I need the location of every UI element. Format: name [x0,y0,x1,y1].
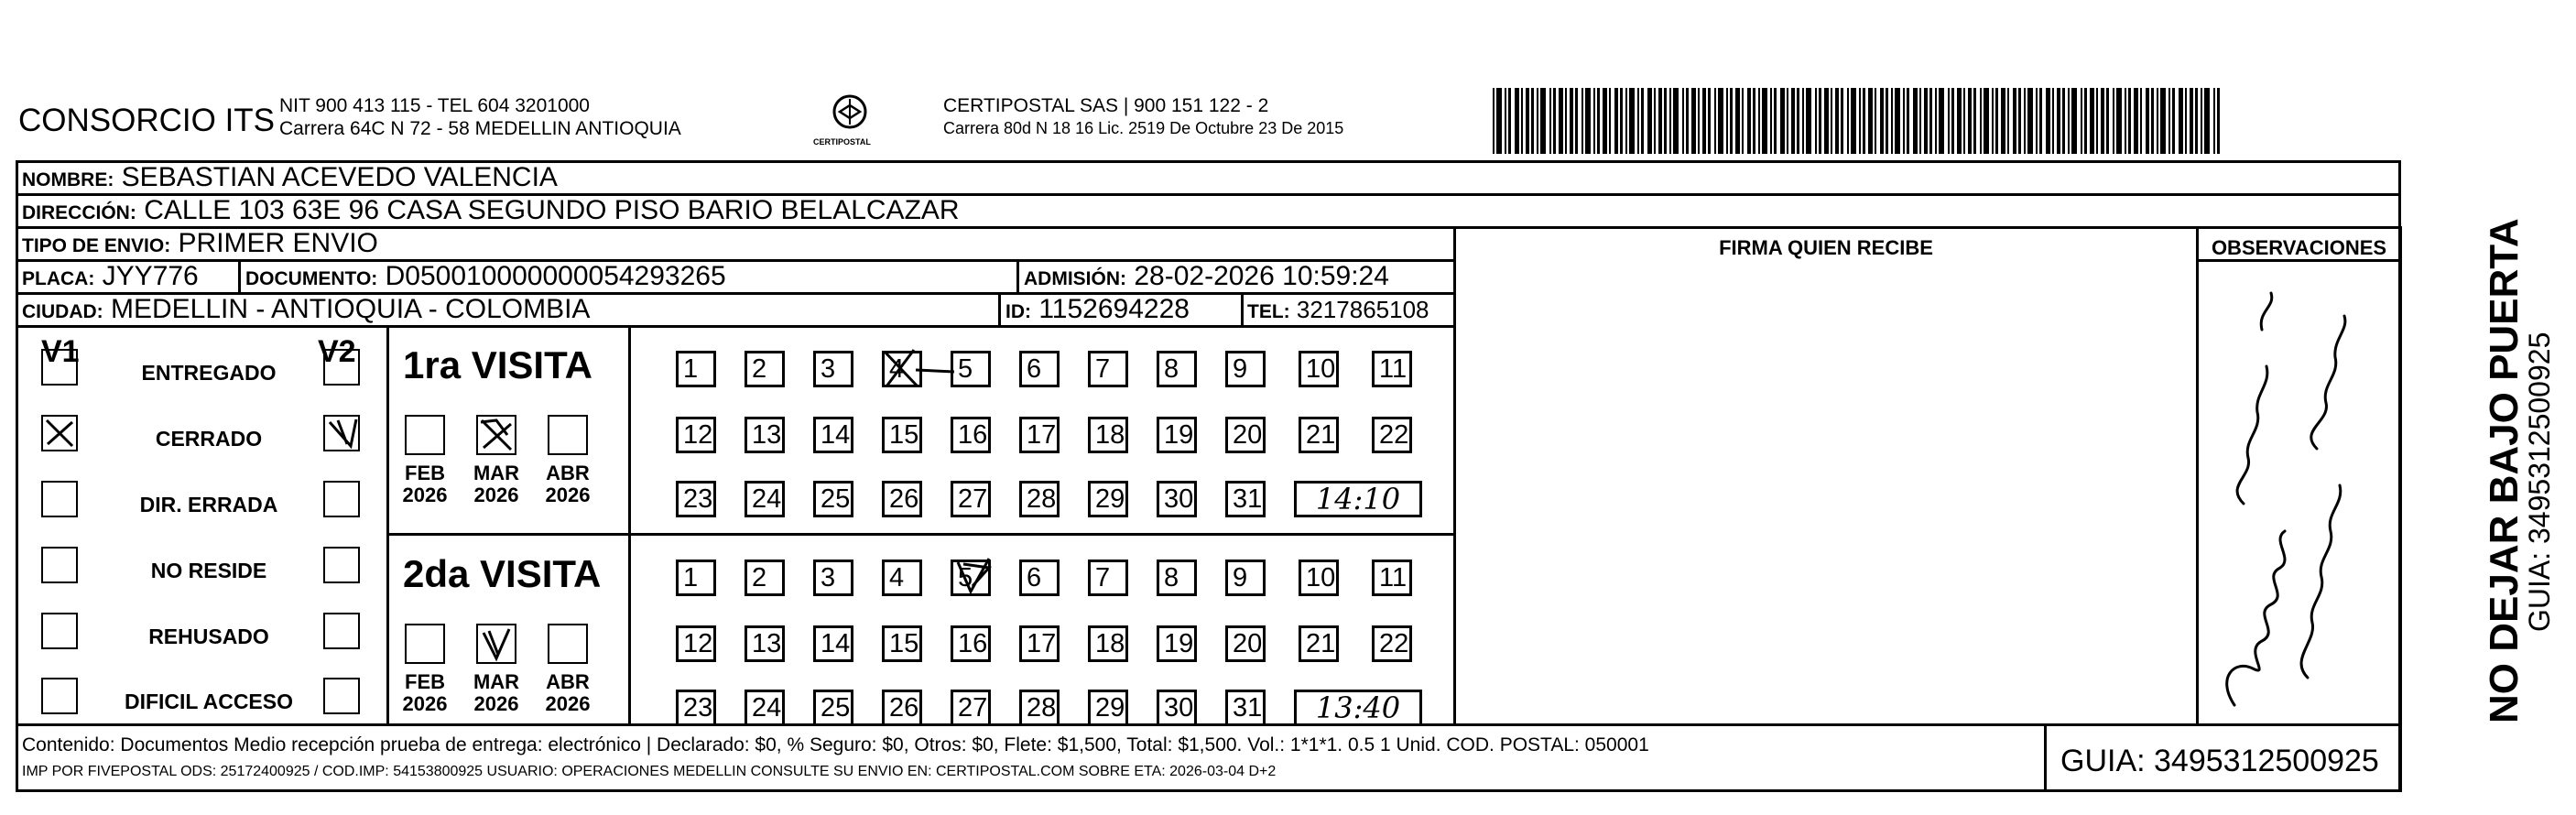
status-label: CERRADO [155,427,263,451]
documento-value: D050010000000054293265 [385,261,726,291]
id-row [1005,295,1190,327]
v1-checkbox [41,349,78,386]
nombre-value: SEBASTIAN ACEVEDO VALENCIA [121,162,558,192]
month-checkbox [476,415,516,455]
visit-time: 13:40 [1294,690,1422,726]
id-value: 1152694228 [1038,294,1190,324]
day-box: 9 [1225,560,1266,596]
day-box: 17 [1019,417,1060,453]
day-box: 24 [745,481,785,517]
day-box: 10 [1299,560,1339,596]
month-label [397,462,452,506]
day-box: 20 [1225,625,1266,662]
company-name: CONSORCIO ITS [18,103,276,138]
logo-text: CERTIPOSTAL [813,137,871,147]
v2-checkbox [323,613,360,649]
v1-checkbox [41,613,78,649]
tipo-label: TIPO DE ENVIO: [22,235,171,256]
status-label: NO RESIDE [150,559,267,582]
day-box: 21 [1299,417,1339,453]
nombre-row [22,163,558,195]
month-name: FEB [405,670,445,693]
day-box: 21 [1299,625,1339,662]
day-box: 30 [1157,690,1197,726]
placa-label: PLACA: [22,268,95,289]
nombre-label: NOMBRE: [22,169,114,190]
v1-checkbox [41,678,78,714]
id-label: ID: [1005,301,1031,322]
day-box: 11 [1372,351,1412,387]
day-box: 5 [951,560,991,596]
v2-checkbox [323,678,360,714]
visit-title: 2da VISITA [403,552,602,595]
month-label [469,671,524,715]
day-box: 28 [1019,690,1060,726]
day-box: 7 [1088,560,1128,596]
certipostal-line: CERTIPOSTAL SAS | 900 151 122 - 2 [943,95,1269,116]
day-box: 12 [676,625,716,662]
contenido-line: Contenido: Documentos Medio recepción prueba de entrega: electrónico | Declarado: $0, % Seguro: $0, Otros: $0, Flete: $1,500, Total: $1,500. Vol.: 1*1*1. 0.5 1 Unid. COD. POSTAL: 050001 [22,734,1649,755]
day-box: 2 [745,351,785,387]
day-box: 5 [951,351,991,387]
tipo-value: PRIMER ENVIO [178,228,378,258]
day-box: 9 [1225,351,1266,387]
v2-checkbox [323,481,360,517]
day-box: 26 [882,690,922,726]
day-box: 23 [676,481,716,517]
day-box: 4 [882,351,922,387]
v2-checkbox [323,415,360,451]
day-box: 14 [813,625,853,662]
day-box: 19 [1157,625,1197,662]
tel-label: TEL: [1247,301,1290,322]
status-label: DIR. ERRADA [139,493,278,516]
tel-value: 3217865108 [1296,296,1429,323]
documento-label: DOCUMENTO: [245,268,378,289]
day-box: 31 [1225,690,1266,726]
month-checkbox [548,415,588,455]
admision-row [1024,262,1389,294]
tel-row [1247,295,1429,327]
visit-time: 14:10 [1294,481,1422,517]
direccion-row [22,196,960,228]
month-year: 2026 [402,484,448,506]
day-box: 18 [1088,625,1128,662]
day-box: 15 [882,625,922,662]
visit-title: 1ra VISITA [403,343,592,386]
day-box: 8 [1157,351,1197,387]
status-label: DIFICIL ACCESO [124,690,293,713]
observaciones-label: OBSERVACIONES [2211,236,2387,259]
month-name: MAR [473,462,520,484]
v1-checkbox [41,481,78,517]
month-name: ABR [546,670,590,693]
day-box: 15 [882,417,922,453]
ciudad-row [22,295,590,327]
day-box: 25 [813,481,853,517]
day-box: 2 [745,560,785,596]
month-checkbox [405,624,445,664]
month-checkbox [548,624,588,664]
month-label [540,462,595,506]
month-year: 2026 [545,692,591,715]
day-box: 18 [1088,417,1128,453]
day-box: 7 [1088,351,1128,387]
day-box: 4 [882,560,922,596]
guia-footer: GUIA: 3495312500925 [2060,744,2379,778]
month-year: 2026 [473,484,519,506]
imp-line: IMP POR FIVEPOSTAL ODS: 25172400925 / COD.IMP: 54153800925 USUARIO: OPERACIONES MEDELLIN CONSULTE SU ENVIO EN: CERTIPOSTAL.COM SOBRE ETA: 2026-03-04 D+2 [22,764,1277,779]
month-name: ABR [546,462,590,484]
month-name: FEB [405,462,445,484]
guia-side: GUIA: 3495312500925 [2523,331,2556,632]
month-year: 2026 [473,692,519,715]
day-box: 26 [882,481,922,517]
documento-row [245,262,726,294]
day-box: 1 [676,560,716,596]
month-year: 2026 [545,484,591,506]
day-box: 3 [813,560,853,596]
month-year: 2026 [402,692,448,715]
day-box: 8 [1157,560,1197,596]
direccion-label: DIRECCIÓN: [22,202,136,223]
day-box: 16 [951,625,991,662]
v1-checkbox [41,547,78,583]
day-box: 6 [1019,351,1060,387]
day-box: 22 [1372,417,1412,453]
day-box: 25 [813,690,853,726]
day-box: 11 [1372,560,1412,596]
month-label [540,671,595,715]
day-box: 3 [813,351,853,387]
direccion-value: CALLE 103 63E 96 CASA SEGUNDO PISO BARIO BELALCAZAR [144,195,960,225]
company-info [279,94,681,140]
day-box: 1 [676,351,716,387]
no-dejar-bajo-puerta: NO DEJAR BAJO PUERTA [2482,218,2527,723]
month-label [469,462,524,506]
day-box: 28 [1019,481,1060,517]
day-box: 27 [951,481,991,517]
month-name: MAR [473,670,520,693]
certipostal-address: Carrera 80d N 18 16 Lic. 2519 De Octubre 23 De 2015 [943,119,1344,137]
admision-value: 28-02-2026 10:59:24 [1134,261,1389,291]
month-checkbox [405,415,445,455]
day-box: 14 [813,417,853,453]
status-label: REHUSADO [148,625,269,648]
status-label: ENTREGADO [141,361,277,385]
day-box: 20 [1225,417,1266,453]
tipo-row [22,229,378,261]
admision-label: ADMISIÓN: [1024,268,1126,289]
day-box: 23 [676,690,716,726]
nit-line: NIT 900 413 115 - TEL 604 3201000 [279,95,590,116]
day-box: 13 [745,417,785,453]
day-box: 22 [1372,625,1412,662]
day-box: 10 [1299,351,1339,387]
placa-row [22,262,199,294]
day-box: 6 [1019,560,1060,596]
v2-header: V2 [318,334,356,369]
month-label [397,671,452,715]
day-box: 30 [1157,481,1197,517]
barcode [1493,88,2225,154]
v2-checkbox [323,349,360,386]
day-box: 17 [1019,625,1060,662]
day-box: 29 [1088,481,1128,517]
day-box: 29 [1088,690,1128,726]
ciudad-label: CIUDAD: [22,301,103,322]
day-box: 24 [745,690,785,726]
v1-header: V1 [41,334,80,369]
day-box: 13 [745,625,785,662]
company-address: Carrera 64C N 72 - 58 MEDELLIN ANTIOQUIA [279,118,681,139]
day-box: 31 [1225,481,1266,517]
v2-checkbox [323,547,360,583]
day-box: 27 [951,690,991,726]
day-box: 12 [676,417,716,453]
v1-checkbox [41,415,78,451]
placa-value: JYY776 [102,261,199,291]
certipostal-info [943,94,1343,140]
month-checkbox [476,624,516,664]
day-box: 16 [951,417,991,453]
firma-label: FIRMA QUIEN RECIBE [1719,236,1933,259]
ciudad-value: MEDELLIN - ANTIOQUIA - COLOMBIA [111,294,591,324]
day-box: 19 [1157,417,1197,453]
